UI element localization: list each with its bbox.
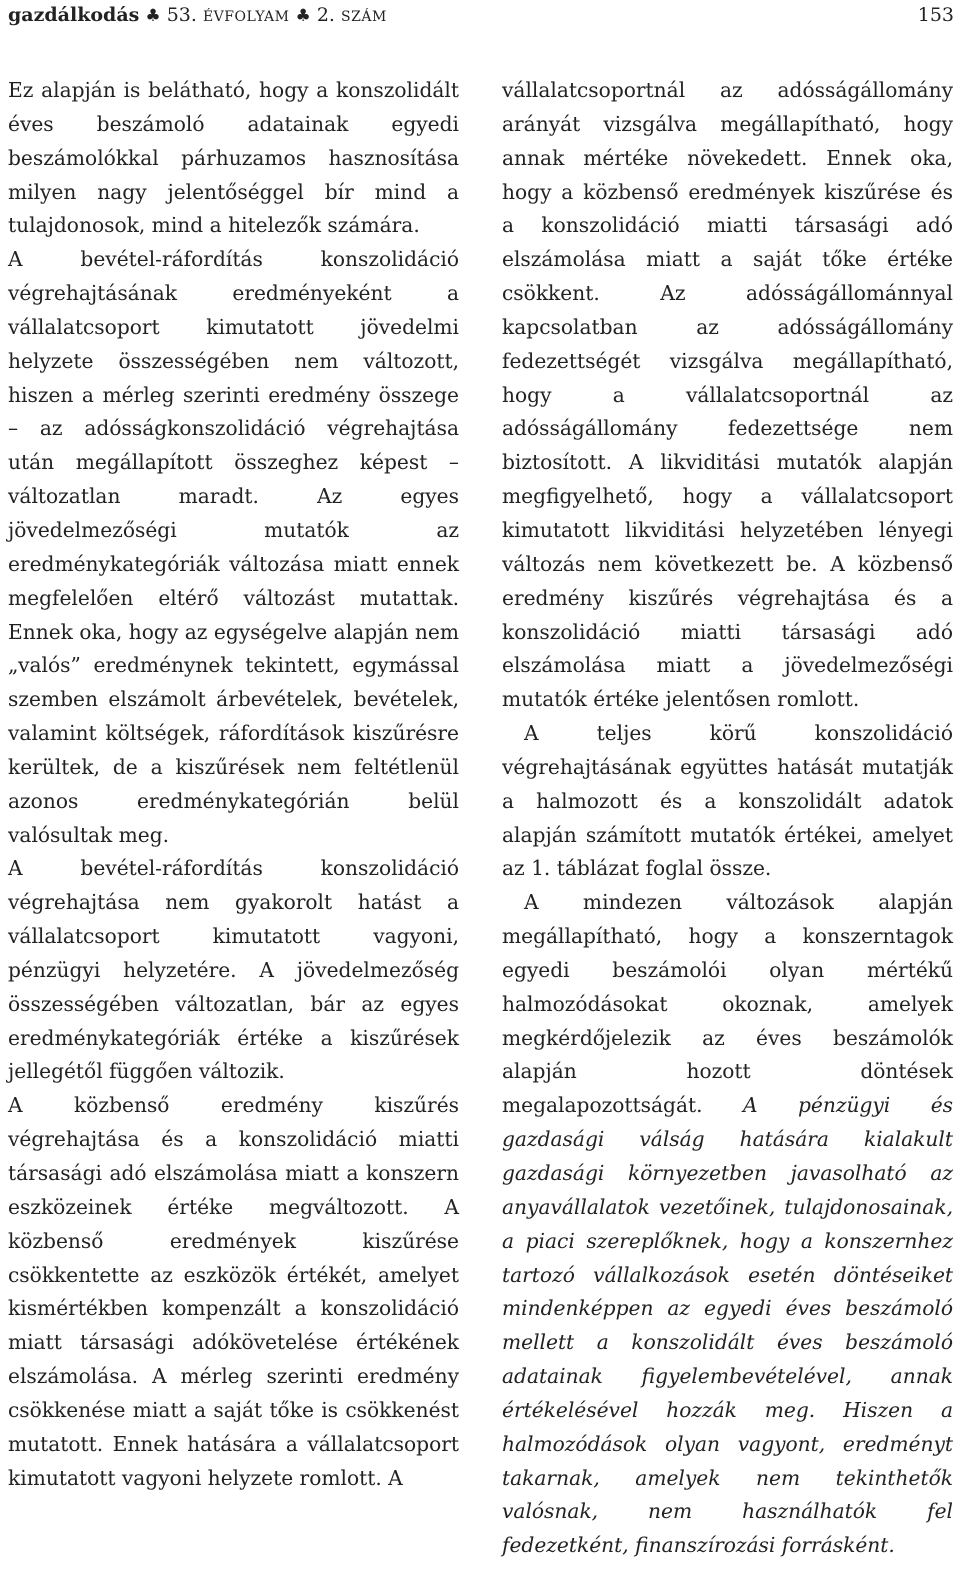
paragraph: vállalatcsoportnál az adósságállomány arányát vizsgálva megállapítható, hogy annak mértéke növekedett. Ennek oka, hogy a közbenső eredmények kiszűrése és a konszolidáció miatti társasági adó elszámolása miatt a saját tőke értéke csökkent. Az adósságállománnyal kapcsolatban az adósságállomány fedezettségét vizsgálva megállapítható, hogy a vállalatcsoportnál az adósságállomány fedezettsége nem biztosított. A likviditási mutatók alapján megfigyelhető, hogy a vállalatcsoport kimutatott likviditási helyzetében lényegi változás nem következett be. A közbenső eredmény kiszűrés végrehajtása és a konszolidáció miatti társasági adó elszámolása miatt a jövedelmezőségi mutatók értéke jelentősen romlott.	[502, 78, 953, 712]
club-separator-icon: ♣	[145, 6, 161, 26]
volume-number: 53.	[166, 4, 197, 26]
paragraph: A bevétel-ráfordítás konszolidáció végrehajtása nem gyakorolt hatást a vállalatcsoport kimutatott vagyoni, pénzügyi helyzetére. A jövedelmezőség összességében változatlan, bár az egyes eredménykategóriák értéke a kiszűrések jellegétől függően változik.	[8, 856, 459, 1084]
paragraph: Ez alapján is belátható, hogy a konszolidált éves beszámoló adatainak egyedi beszámolókkal párhuzamos hasznosítása milyen nagy jelentőséggel bír mind a tulajdonosok, mind a hitelezők számára.	[8, 78, 459, 238]
page-number: 153	[917, 4, 954, 26]
paragraph: A bevétel-ráfordítás konszolidáció végrehajtásának eredményeként a vállalatcsoport kimutatott jövedelmi helyzete összességében nem változott, hiszen a mérleg szerinti eredmény összege – az adósságkonszolidáció végrehajtása után megállapított összeghez képest – változatlan maradt. Az egyes jövedelmezőségi mutatók az eredménykategóriák változása miatt ennek megfelelően eltérő változást mutattak. Ennek oka, hogy az egységelve alapján nem „valós” eredménynek tekintett, egymással szemben elszámolt árbevételek, bevételek, valamint költségek, ráfordítások kiszűrésre kerültek, de a kiszűrések nem feltétlenül azonos eredménykategórián belül valósultak meg.	[8, 247, 459, 847]
left-column	[8, 74, 459, 1495]
paragraph	[502, 886, 953, 1563]
paragraph: A közbenső eredmény kiszűrés végrehajtása és a konszolidáció miatti társasági adó elszámolása miatt a konszern eszközeinek értéke megváltozott. A közbenső eredmények kiszűrése csökkentette az eszközök értékét, amelyet kismértékben kompenzált a konszolidáció miatt társasági adókövetelése értékének elszámolása. A mérleg szerinti eredmény csökkenése miatt a saját tőke is csökkenést mutatott. Ennek hatására a vállalatcsoport kimutatott vagyoni helyzete romlott. A	[8, 1093, 459, 1490]
journal-running-head	[8, 4, 387, 26]
paragraph: A teljes körű konszolidáció végrehajtásának együttes hatását mutatják a halmozott és a konszolidált adatok alapján számított mutatók értékei, amelyet az 1. táblázat foglal össze.	[502, 721, 953, 881]
paragraph-text: A mindezen változások alapján megállapítható, hogy a konszerntagok egyedi beszámolói olyan mértékű halmozódásokat okoznak, amelyek megkérdőjelezik az éves beszámolók alapján hozott döntések megalapozottságát.	[502, 890, 953, 1118]
italic-recommendation: A pénzügyi és gazdasági válság hatására kialakult gazdasági környezetben javasolható az anyavállalatok vezetőinek, tulajdonosainak, a piaci szereplőknek, hogy a konszernhez tartozó vállalkozások esetén döntéseiket mindenképpen az egyedi éves beszámoló mellett a konszolidált éves beszámoló adatainak figyelembevételével, annak értékelésével hozzák meg. Hiszen a halmozódások olyan vagyont, eredményt takarnak, amelyek nem tekinthetők valósnak, nem használhatók fel fedezetként, finanszírozási forrásként.	[502, 1093, 953, 1558]
issue-number: 2.	[316, 4, 335, 26]
right-column	[502, 74, 953, 1563]
issue-label: SZÁM	[341, 9, 387, 25]
volume-label: ÉVFOLYAM	[202, 9, 290, 25]
running-header	[8, 4, 954, 32]
club-separator-icon: ♣	[295, 6, 311, 26]
journal-name: gazdálkodás	[8, 4, 140, 26]
